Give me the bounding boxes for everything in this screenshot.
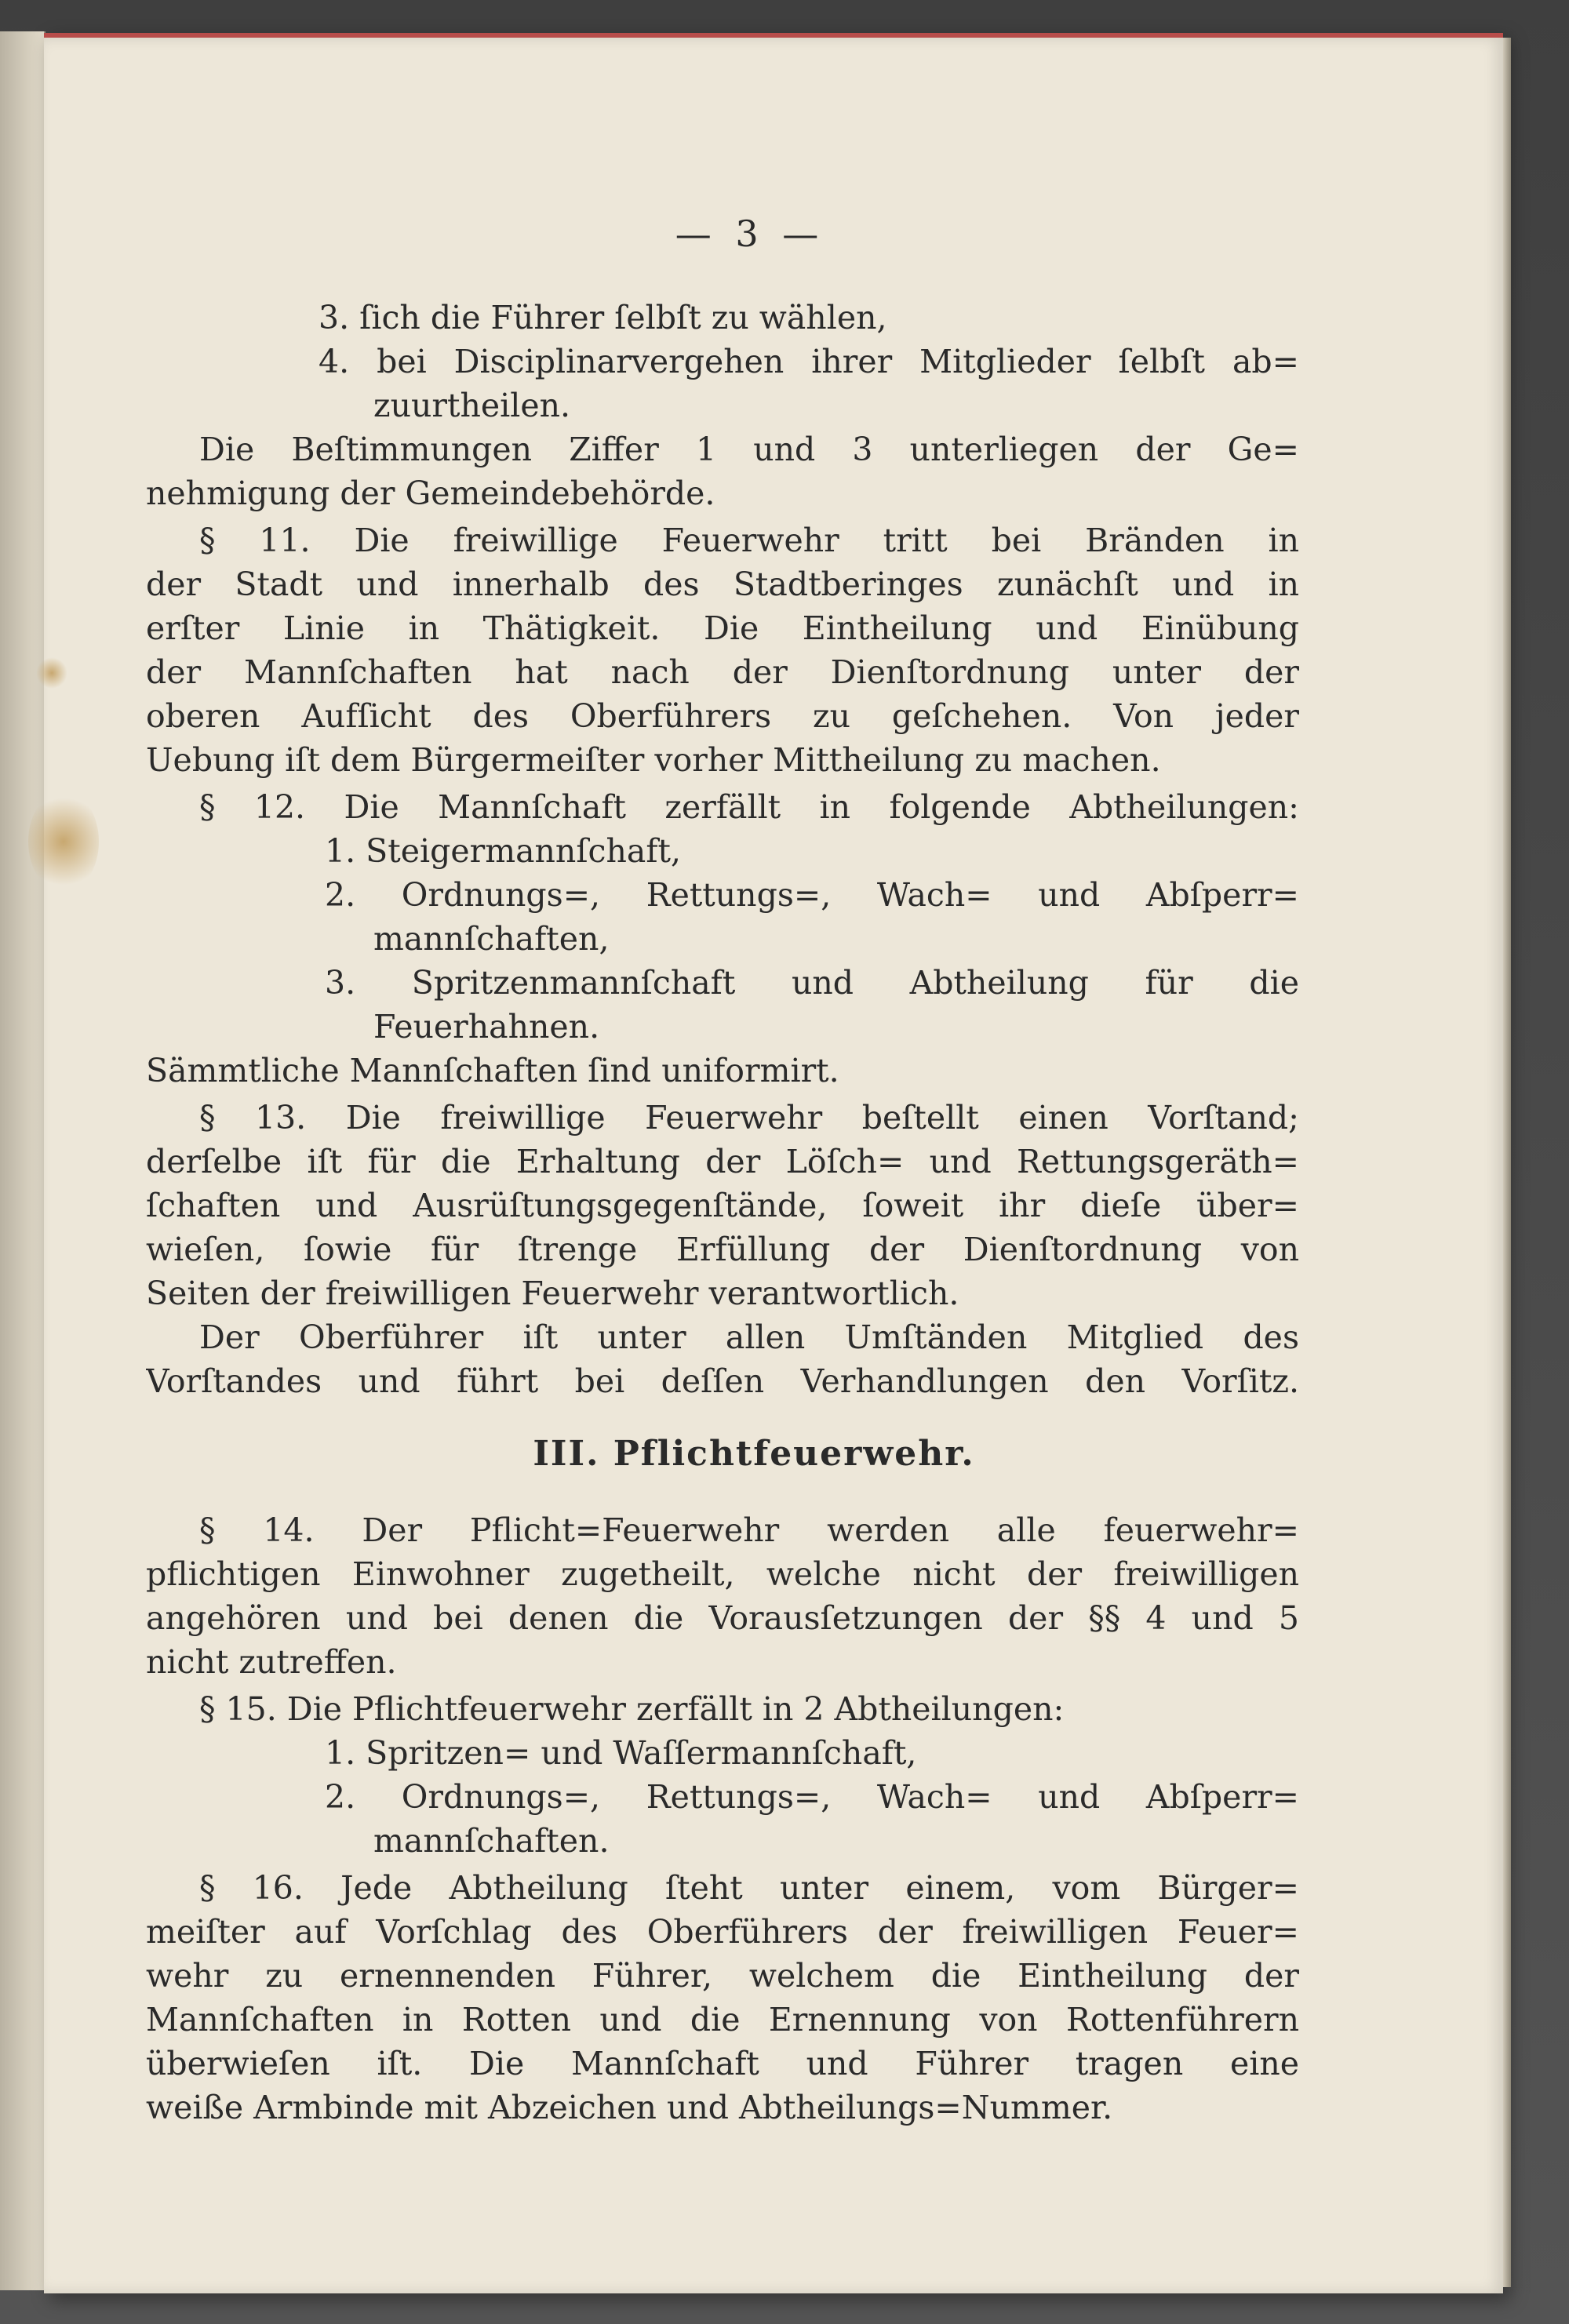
section-13-line: Seiten der freiwilligen Feuerwehr verantwortlich. [146, 1275, 959, 1312]
section-16-line: § 16. Jede Abtheilung ſteht unter einem, vom Bürger= [199, 1869, 1299, 1907]
section-16-line: Mannſchaften in Rotten und die Ernennung von Rottenführern [146, 2001, 1299, 2039]
section-12-line: § 12. Die Mannſchaft zerfällt in folgende Abtheilungen: [199, 788, 1299, 826]
facing-page-edge [0, 31, 46, 2290]
section-16-line: wehr zu ernennenden Führer, welchem die Eintheilung der [146, 1957, 1299, 1995]
section-13-line: ſchaften und Ausrüſtungsgegenſtände, ſoweit ihr dieſe über= [146, 1187, 1299, 1224]
list-item: 3. ſich die Führer ſelbſt zu wählen, [319, 299, 887, 336]
section-13-line: wieſen, ſowie für ſtrenge Erfüllung der Dienſtordnung von [146, 1231, 1299, 1268]
foxing-stain [36, 657, 67, 689]
section-13-line: § 13. Die freiwillige Feuerwehr beſtellt einen Vorſtand; [199, 1099, 1299, 1137]
list-item: 2. Ordnungs=, Rettungs=, Wach= und Abſperr= [325, 1778, 1299, 1816]
book-page [44, 33, 1503, 2293]
section-16-line: weiße Armbinde mit Abzeichen und Abtheilungs=Nummer. [146, 2089, 1113, 2126]
section-14-line: angehören und bei denen die Vorausſetzungen der §§ 4 und 5 [146, 1599, 1299, 1637]
section-13-line: derſelbe iſt für die Erhaltung der Löſch= und Rettungsgeräth= [146, 1143, 1299, 1180]
section-13-line: Der Oberführer iſt unter allen Umſtänden Mitglied des [199, 1318, 1299, 1356]
page-edge-shadow [1503, 38, 1511, 2287]
list-item-continuation: zuurtheilen. [373, 387, 571, 424]
list-item: 3. Spritzenmannſchaft und Abtheilung für die [325, 964, 1299, 1002]
list-item-continuation: mannſchaften. [373, 1822, 610, 1860]
list-item-continuation: Feuerhahnen. [373, 1008, 600, 1046]
list-item: 4. bei Disciplinarvergehen ihrer Mitglieder ſelbſt ab= [319, 343, 1299, 380]
list-item: 1. Steigermannſchaft, [325, 832, 682, 870]
list-item: 1. Spritzen= und Waſſermannſchaft, [325, 1734, 917, 1772]
list-item: 2. Ordnungs=, Rettungs=, Wach= und Abſperr= [325, 876, 1299, 914]
paragraph-line: Sämmtliche Mannſchaften ſind uniformirt. [146, 1052, 839, 1089]
section-14-line: § 14. Der Pflicht=Feuerwehr werden alle feuerwehr= [199, 1511, 1299, 1549]
section-heading: III. Pflichtfeuerwehr. [533, 1434, 975, 1474]
section-11-line: Uebung iſt dem Bürgermeiſter vorher Mittheilung zu machen. [146, 741, 1161, 779]
foxing-stain [28, 791, 99, 893]
section-14-line: nicht zutreffen. [146, 1643, 397, 1681]
section-15-line: § 15. Die Pflichtfeuerwehr zerfällt in 2 Abtheilungen: [199, 1690, 1065, 1728]
section-11-line: der Stadt und innerhalb des Stadtberinges zunächſt und in [146, 566, 1299, 603]
page-number: — 3 — [675, 213, 825, 255]
section-16-line: überwieſen iſt. Die Mannſchaft und Führer tragen eine [146, 2045, 1299, 2082]
paragraph-line: Die Beſtimmungen Ziffer 1 und 3 unterliegen der Ge= [199, 431, 1299, 468]
list-item-continuation: mannſchaften, [373, 920, 610, 958]
section-11-line: oberen Aufſicht des Oberführers zu geſchehen. Von jeder [146, 697, 1299, 735]
section-16-line: meiſter auf Vorſchlag des Oberführers der freiwilligen Feuer= [146, 1913, 1299, 1951]
section-11-line: erſter Linie in Thätigkeit. Die Eintheilung und Einübung [146, 609, 1299, 647]
section-11-line: der Mannſchaften hat nach der Dienſtordnung unter der [146, 653, 1299, 691]
paragraph-line: nehmigung der Gemeindebehörde. [146, 475, 715, 512]
section-11-line: § 11. Die freiwillige Feuerwehr tritt bei Bränden in [199, 522, 1299, 559]
section-13-line: Vorſtandes und führt bei deſſen Verhandlungen den Vorſitz. [146, 1362, 1299, 1400]
section-14-line: pflichtigen Einwohner zugetheilt, welche nicht der freiwilligen [146, 1555, 1299, 1593]
page-content [146, 206, 1299, 2129]
